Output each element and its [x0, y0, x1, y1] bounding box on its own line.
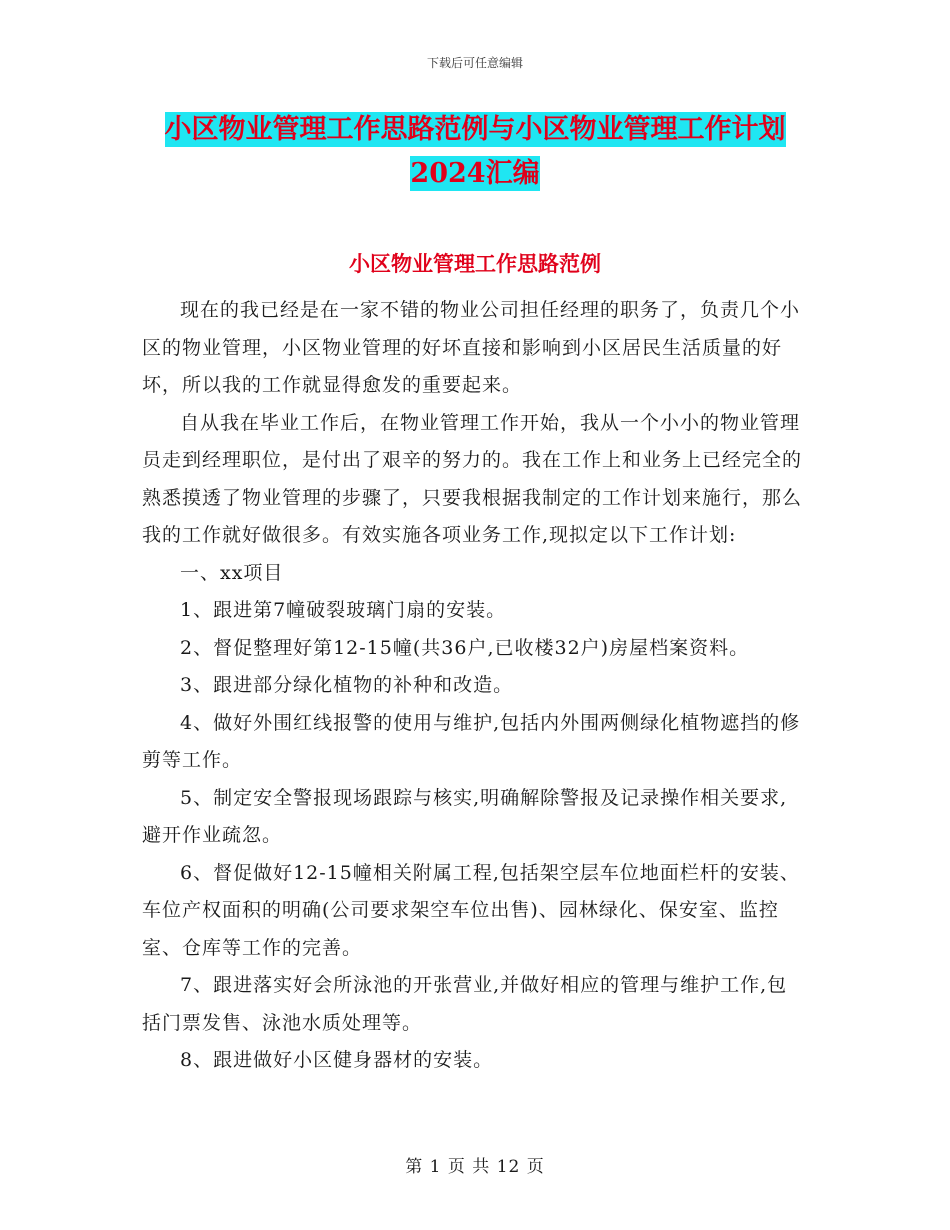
document-title-text: 小区物业管理工作思路范例与小区物业管理工作计划2024汇编	[164, 114, 786, 189]
list-item: 1、跟进第7幢破裂玻璃门扇的安装。	[180, 599, 507, 621]
paragraph: 自从我在毕业工作后，在物业管理工作开始，我从一个小小的物业管理员走到经理职位，是付出了艰辛的努力的。我在工作上和业务上已经完全的熟悉摸透了物业管理的步骤了，只要我根据我制定的工作计划来施行，那么我的工作就好做很多。有效实施各项业务工作,现拟定以下工作计划:	[142, 411, 803, 546]
document-body	[142, 292, 806, 1080]
list-item: 8、跟进做好小区健身器材的安装。	[180, 1049, 494, 1071]
page-footer: 第 1 页 共 12 页	[405, 1157, 545, 1177]
list-item: 6、督促做好12-15幢相关附属工程,包括架空层车位地面栏杆的安装、车位产权面积的明确(公司要求架空车位出售)、园林绿化、保安室、监控室、仓库等工作的完善。	[142, 861, 800, 959]
list-item: 7、跟进落实好会所泳池的开张营业,并做好相应的管理与维护工作,包括门票发售、泳池水质处理等。	[142, 974, 788, 1034]
list-item: 4、做好外围红线报警的使用与维护,包括内外围两侧绿化植物遮挡的修剪等工作。	[142, 711, 801, 771]
list-item: 5、制定安全警报现场跟踪与核实,明确解除警报及记录操作相关要求,避开作业疏忽。	[142, 786, 788, 846]
paragraph: 现在的我已经是在一家不错的物业公司担任经理的职务了，负责几个小区的物业管理，小区物业管理的好坏直接和影响到小区居民生活质量的好坏，所以我的工作就显得愈发的重要起来。	[142, 299, 801, 396]
header-note: 下载后可任意编辑	[426, 56, 523, 70]
list-heading: 一、xx项目	[180, 561, 284, 584]
list-item: 3、跟进部分绿化植物的补种和改造。	[180, 674, 514, 696]
document-title	[140, 108, 810, 196]
list-item: 2、督促整理好第12-15幢(共36户,已收楼32户)房屋档案资料。	[180, 636, 750, 659]
section-title: 小区物业管理工作思路范例	[349, 251, 601, 276]
